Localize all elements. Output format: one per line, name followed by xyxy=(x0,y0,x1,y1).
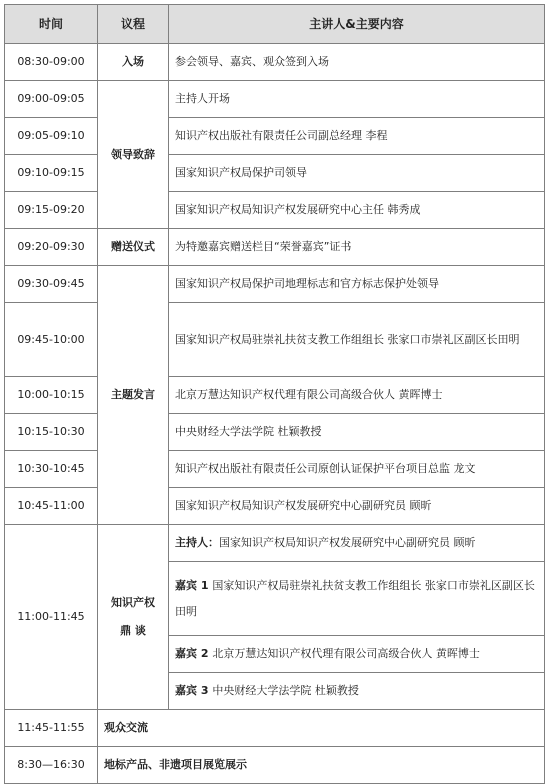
content-cell: 参会领导、嘉宾、观众签到入场 xyxy=(169,44,545,81)
guest-label: 嘉宾 3 xyxy=(175,684,213,697)
content-cell xyxy=(169,525,545,562)
agenda-table-wrapper xyxy=(4,4,545,784)
session-label-gap xyxy=(104,612,162,622)
table-row xyxy=(5,414,545,451)
content-cell: 国家知识产权局保护司地理标志和官方标志保护处领导 xyxy=(169,266,545,303)
host-text: 国家知识产权局知识产权发展研究中心副研究员 顾昕 xyxy=(219,536,476,549)
time-cell: 09:20-09:30 xyxy=(5,229,98,266)
table-row xyxy=(5,303,545,377)
session-cell-leaders: 领导致辞 xyxy=(98,81,169,229)
session-label-line2: 鼎 谈 xyxy=(120,624,146,637)
table-row xyxy=(5,155,545,192)
content-cell: 知识产权出版社有限责任公司副总经理 李程 xyxy=(169,118,545,155)
header-session: 议程 xyxy=(98,5,169,44)
content-cell: 中央财经大学法学院 杜颖教授 xyxy=(169,414,545,451)
time-cell: 09:10-09:15 xyxy=(5,155,98,192)
time-cell: 10:30-10:45 xyxy=(5,451,98,488)
content-cell: 主持人开场 xyxy=(169,81,545,118)
time-cell: 09:15-09:20 xyxy=(5,192,98,229)
guest-text: 中央财经大学法学院 杜颖教授 xyxy=(212,684,359,697)
session-span-cell: 观众交流 xyxy=(98,710,545,747)
time-cell: 10:15-10:30 xyxy=(5,414,98,451)
session-cell-roundtable xyxy=(98,525,169,710)
header-content: 主讲人&主要内容 xyxy=(169,5,545,44)
content-cell: 国家知识产权局知识产权发展研究中心主任 韩秀成 xyxy=(169,192,545,229)
session-span-cell: 地标产品、非遗项目展览展示 xyxy=(98,747,545,784)
time-cell: 08:30-09:00 xyxy=(5,44,98,81)
table-row xyxy=(5,192,545,229)
session-label-line1: 知识产权 xyxy=(111,596,155,609)
time-cell: 09:45-10:00 xyxy=(5,303,98,377)
table-row xyxy=(5,118,545,155)
table-row xyxy=(5,81,545,118)
session-cell: 赠送仪式 xyxy=(98,229,169,266)
time-cell: 8:30—16:30 xyxy=(5,747,98,784)
session-cell-keynote: 主题发言 xyxy=(98,266,169,525)
content-cell xyxy=(169,673,545,710)
guest-label: 嘉宾 1 xyxy=(175,578,213,592)
content-cell: 知识产权出版社有限责任公司原创认证保护平台项目总监 龙文 xyxy=(169,451,545,488)
content-cell xyxy=(169,562,545,636)
time-cell: 10:00-10:15 xyxy=(5,377,98,414)
agenda-table xyxy=(4,4,545,784)
guest-label: 嘉宾 2 xyxy=(175,647,213,660)
table-row xyxy=(5,266,545,303)
time-cell: 11:45-11:55 xyxy=(5,710,98,747)
table-row xyxy=(5,488,545,525)
content-cell: 国家知识产权局驻崇礼扶贫支教工作组组长 张家口市崇礼区副区长田明 xyxy=(169,303,545,377)
table-row xyxy=(5,451,545,488)
guest-text: 国家知识产权局驻崇礼扶贫支教工作组组长 张家口市崇礼区副区长 田明 xyxy=(175,578,535,618)
header-time: 时间 xyxy=(5,5,98,44)
header-row xyxy=(5,5,545,44)
content-cell xyxy=(169,636,545,673)
table-row xyxy=(5,747,545,784)
time-cell: 09:05-09:10 xyxy=(5,118,98,155)
table-row xyxy=(5,44,545,81)
time-cell: 10:45-11:00 xyxy=(5,488,98,525)
table-row xyxy=(5,229,545,266)
content-cell: 国家知识产权局保护司领导 xyxy=(169,155,545,192)
host-label: 主持人： xyxy=(175,536,219,549)
content-cell: 为特邀嘉宾赠送栏目“荣誉嘉宾”证书 xyxy=(169,229,545,266)
time-cell: 09:00-09:05 xyxy=(5,81,98,118)
guest-text: 北京万慧达知识产权代理有限公司高级合伙人 黄晖博士 xyxy=(212,647,480,660)
table-row xyxy=(5,710,545,747)
time-cell: 11:00-11:45 xyxy=(5,525,98,710)
session-cell: 入场 xyxy=(98,44,169,81)
content-cell: 国家知识产权局知识产权发展研究中心副研究员 顾昕 xyxy=(169,488,545,525)
time-cell: 09:30-09:45 xyxy=(5,266,98,303)
table-row xyxy=(5,525,545,562)
content-cell: 北京万慧达知识产权代理有限公司高级合伙人 黄晖博士 xyxy=(169,377,545,414)
table-row xyxy=(5,377,545,414)
